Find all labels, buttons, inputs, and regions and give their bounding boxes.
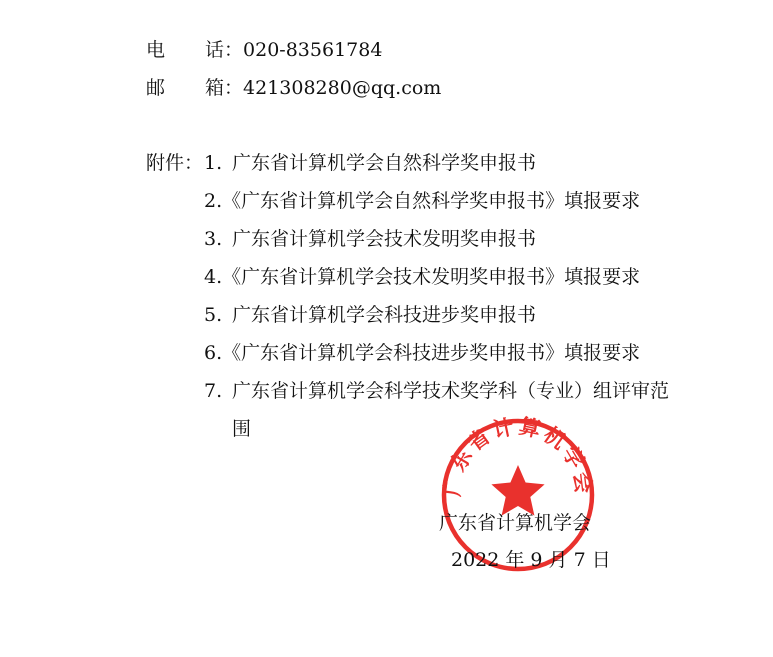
attachment-item-6 xyxy=(204,341,640,365)
attachment-num: 3. xyxy=(204,228,223,250)
attachment-item-2 xyxy=(204,189,640,213)
email-value: 421308280@qq.com xyxy=(243,77,442,99)
phone-label-a: 电 xyxy=(146,39,166,61)
attachment-text: 广东省计算机学会技术发明奖申报书 xyxy=(232,228,537,250)
attachment-num: 7. xyxy=(204,380,223,402)
attachment-text: 广东省计算机学会自然科学奖申报书 xyxy=(232,152,537,174)
attachment-num: 5. xyxy=(204,304,223,326)
phone-label-b: 话： xyxy=(205,39,244,61)
attachment-item-4 xyxy=(204,265,640,289)
seal-star-icon xyxy=(491,465,544,516)
attachment-item-5 xyxy=(204,303,536,327)
signature-org: 广东省计算机学会 xyxy=(439,512,592,534)
attachment-item-3 xyxy=(204,227,536,251)
attachment-text: 广东省计算机学会科技进步奖申报书 xyxy=(232,304,537,326)
email-line xyxy=(146,76,441,100)
attachments-label: 附件： xyxy=(146,152,204,174)
attachment-num: 1. xyxy=(204,152,223,174)
attachment-text: 《广东省计算机学会技术发明奖申报书》填报要求 xyxy=(222,266,641,288)
email-label-b: 箱： xyxy=(205,77,244,99)
attachment-item-1 xyxy=(204,151,536,175)
phone-value: 020-83561784 xyxy=(243,39,383,61)
attachment-num: 6. xyxy=(204,342,223,364)
signature-date: 2022 年 9 月 7 日 xyxy=(451,549,611,571)
attachment-item-7-continuation: 围 xyxy=(232,418,252,440)
attachment-num: 4. xyxy=(204,266,223,288)
email-label-a: 邮 xyxy=(146,77,166,99)
attachment-text: 《广东省计算机学会自然科学奖申报书》填报要求 xyxy=(222,190,641,212)
attachment-item-7 xyxy=(204,379,669,403)
attachment-text: 《广东省计算机学会科技进步奖申报书》填报要求 xyxy=(222,342,641,364)
attachment-num: 2. xyxy=(204,190,223,212)
seal-text-path: 广东省计算机学会 xyxy=(439,415,597,498)
phone-line xyxy=(146,38,382,62)
attachment-text: 广东省计算机学会科学技术奖学科（专业）组评审范 xyxy=(232,380,670,402)
